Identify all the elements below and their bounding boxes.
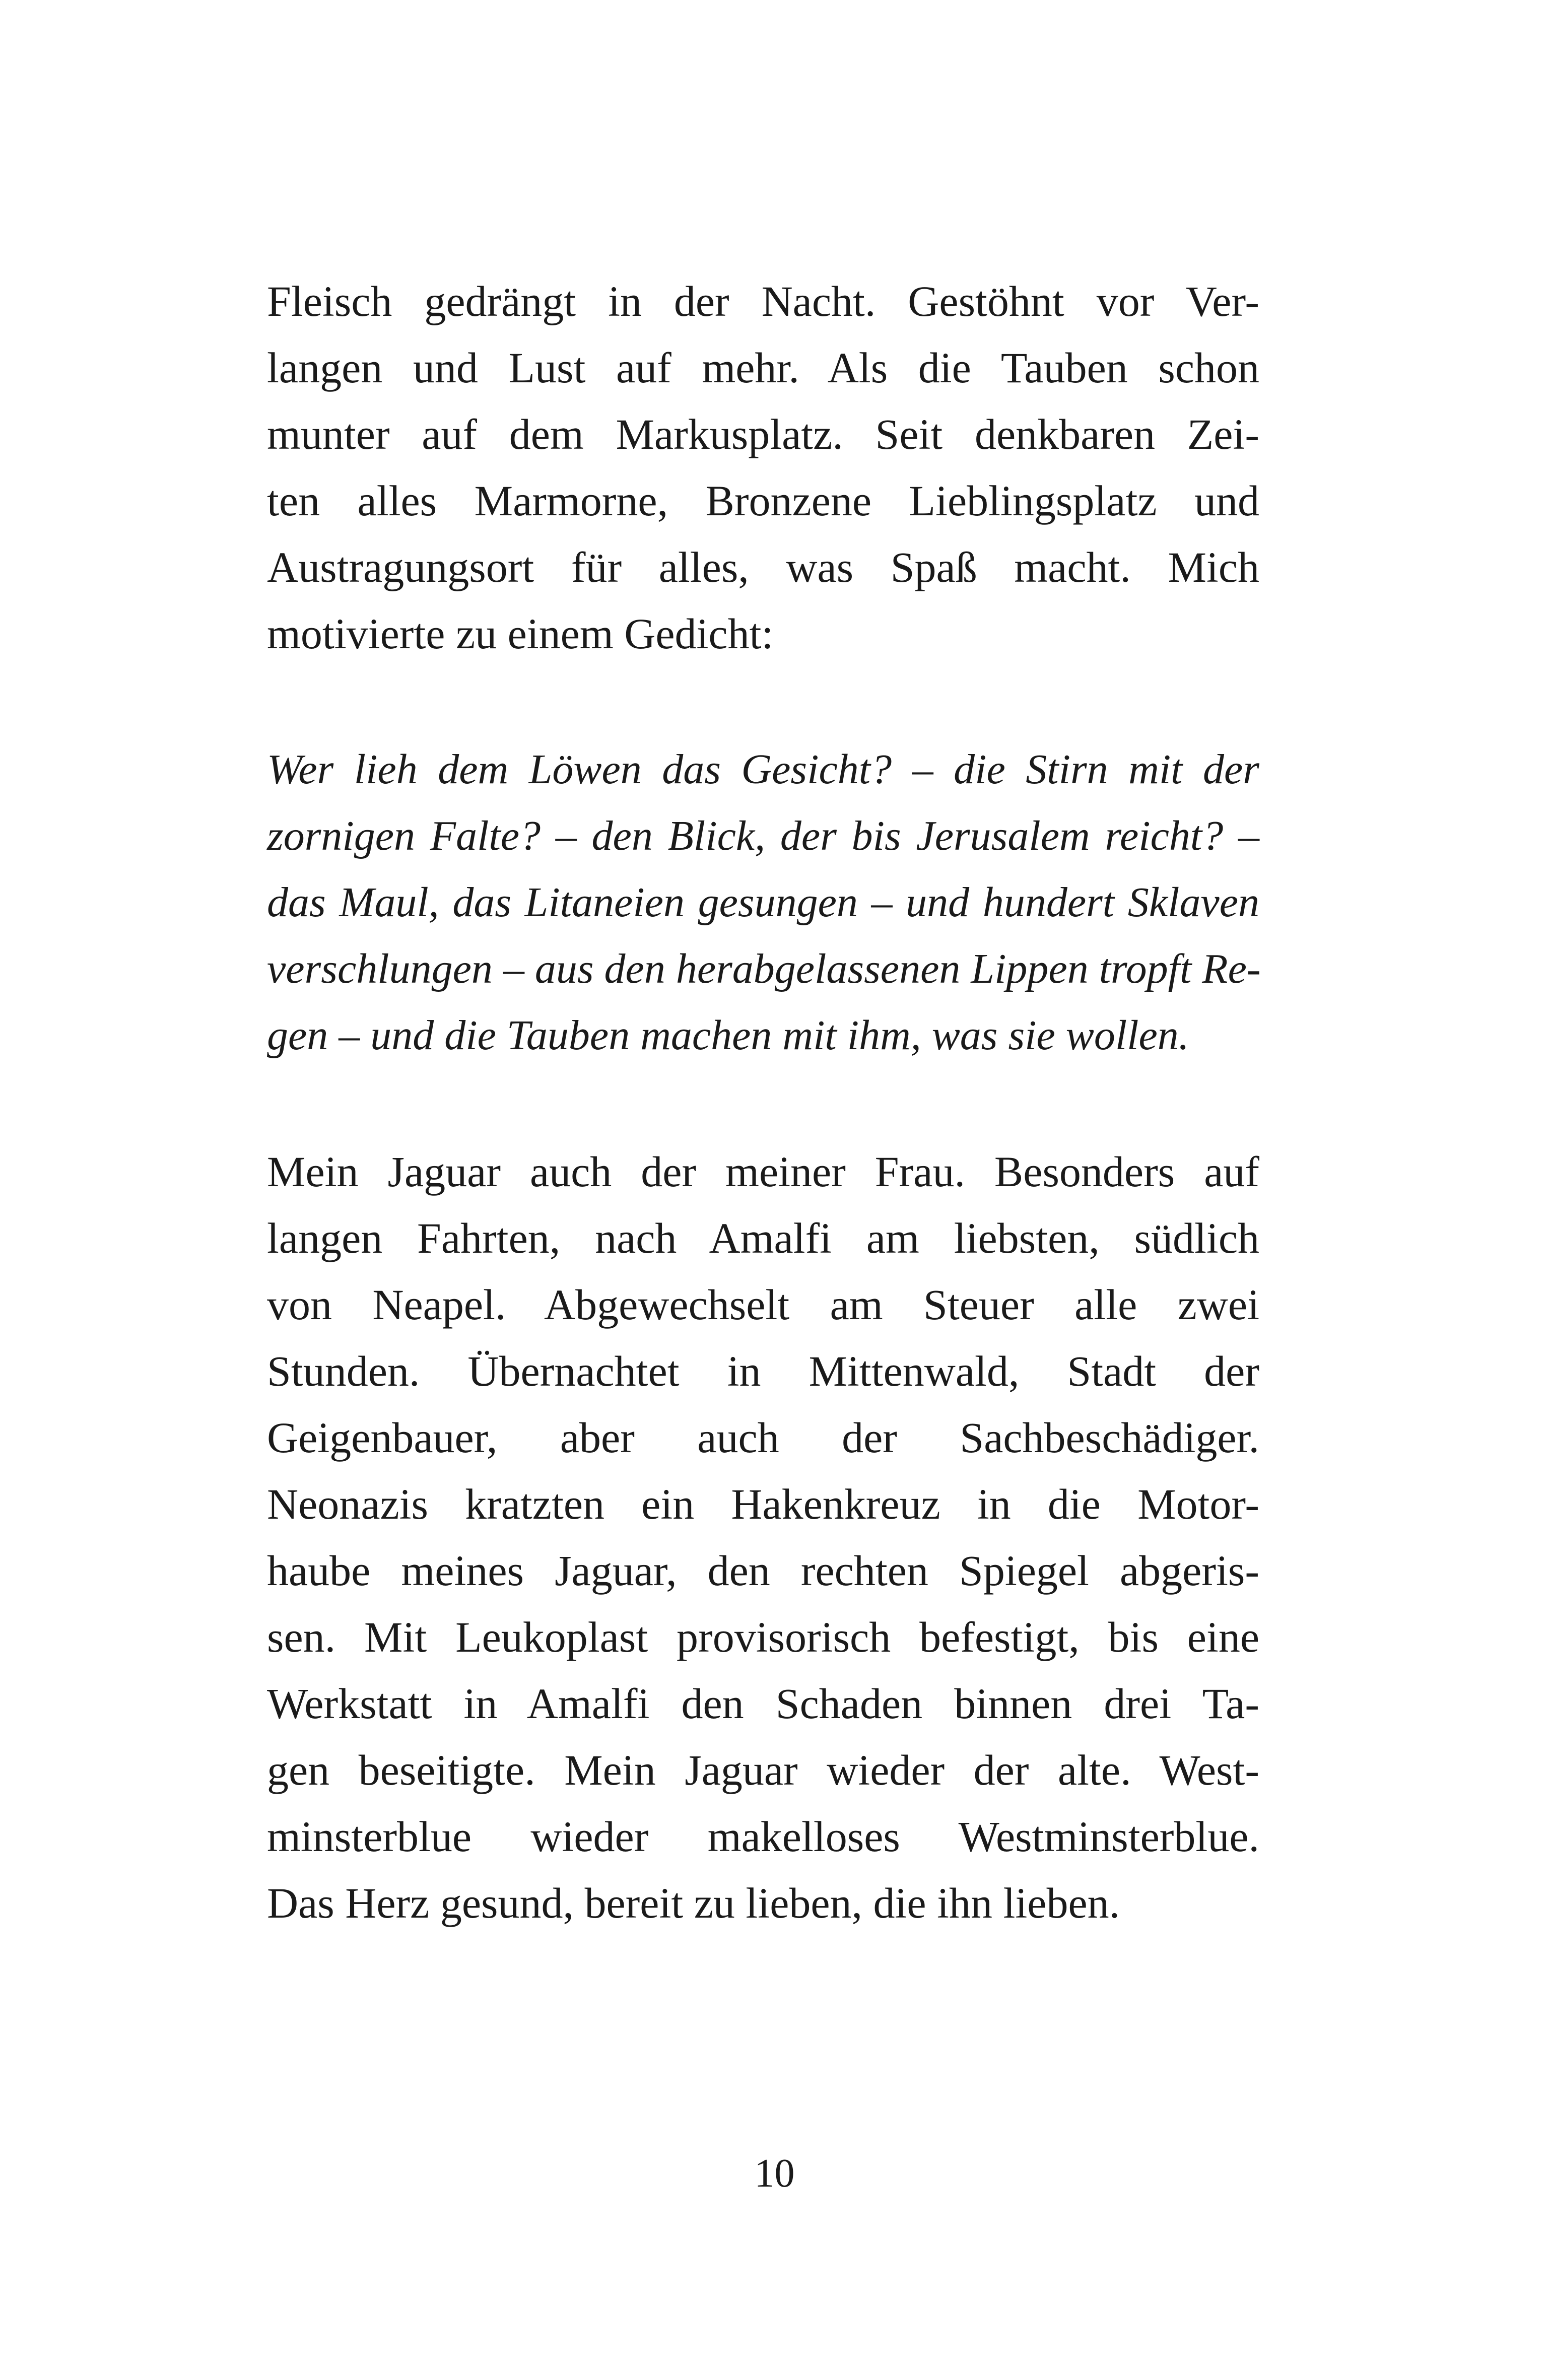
poem-line: verschlungen – aus den herabgelassenen Lippen tropft Re- [267,945,1261,992]
text-line: minsterblue wieder makelloses Westminsterblue. [267,1812,1259,1861]
poem-line: das Maul, das Litaneien gesungen – und hundert Sklaven [267,879,1259,926]
text-line: Austragungsort für alles, was Spaß macht. Mich [267,543,1259,591]
text-line: gen beseitigte. Mein Jaguar wieder der alte. West- [267,1746,1259,1794]
text-line: Das Herz gesund, bereit zu lieben, die ihn lieben. [267,1879,1120,1927]
poem-line: Wer lieh dem Löwen das Gesicht? – die Stirn mit der [267,746,1259,793]
text-line: Fleisch gedrängt in der Nacht. Gestöhnt vor Ver- [267,277,1259,325]
text-line: langen Fahrten, nach Amalfi am liebsten, südlich [267,1214,1259,1262]
text-line: haube meines Jaguar, den rechten Spiegel abgeris- [267,1546,1259,1595]
paragraph-2 [267,1138,1259,1936]
poem-line: zornigen Falte? – den Blick, der bis Jerusalem reicht? – [267,812,1259,859]
text-line: Geigenbauer, aber auch der Sachbeschädiger. [267,1413,1259,1462]
text-line: Werkstatt in Amalfi den Schaden binnen drei Ta- [267,1679,1259,1728]
text-line: ten alles Marmorne, Bronzene Lieblingsplatz und [267,477,1259,525]
page-number: 10 [754,2151,795,2196]
text-line: Stunden. Übernachtet in Mittenwald, Stadt der [267,1347,1259,1395]
text-line: Neonazis kratzten ein Hakenkreuz in die Motor- [267,1480,1259,1528]
text-line: sen. Mit Leukoplast provisorisch befestigt, bis eine [267,1613,1259,1661]
poem-line: gen – und die Tauben machen mit ihm, was sie wollen. [267,1012,1189,1059]
text-line: munter auf dem Markusplatz. Seit denkbaren Zei- [267,410,1259,458]
text-line: von Neapel. Abgewechselt am Steuer alle zwei [267,1280,1259,1329]
text-line: Mein Jaguar auch der meiner Frau. Besonders auf [267,1147,1259,1196]
text-line: langen und Lust auf mehr. Als die Tauben schon [267,344,1259,392]
text-line: motivierte zu einem Gedicht: [267,609,774,658]
poem [267,736,1259,1069]
paragraph-1 [267,268,1259,667]
